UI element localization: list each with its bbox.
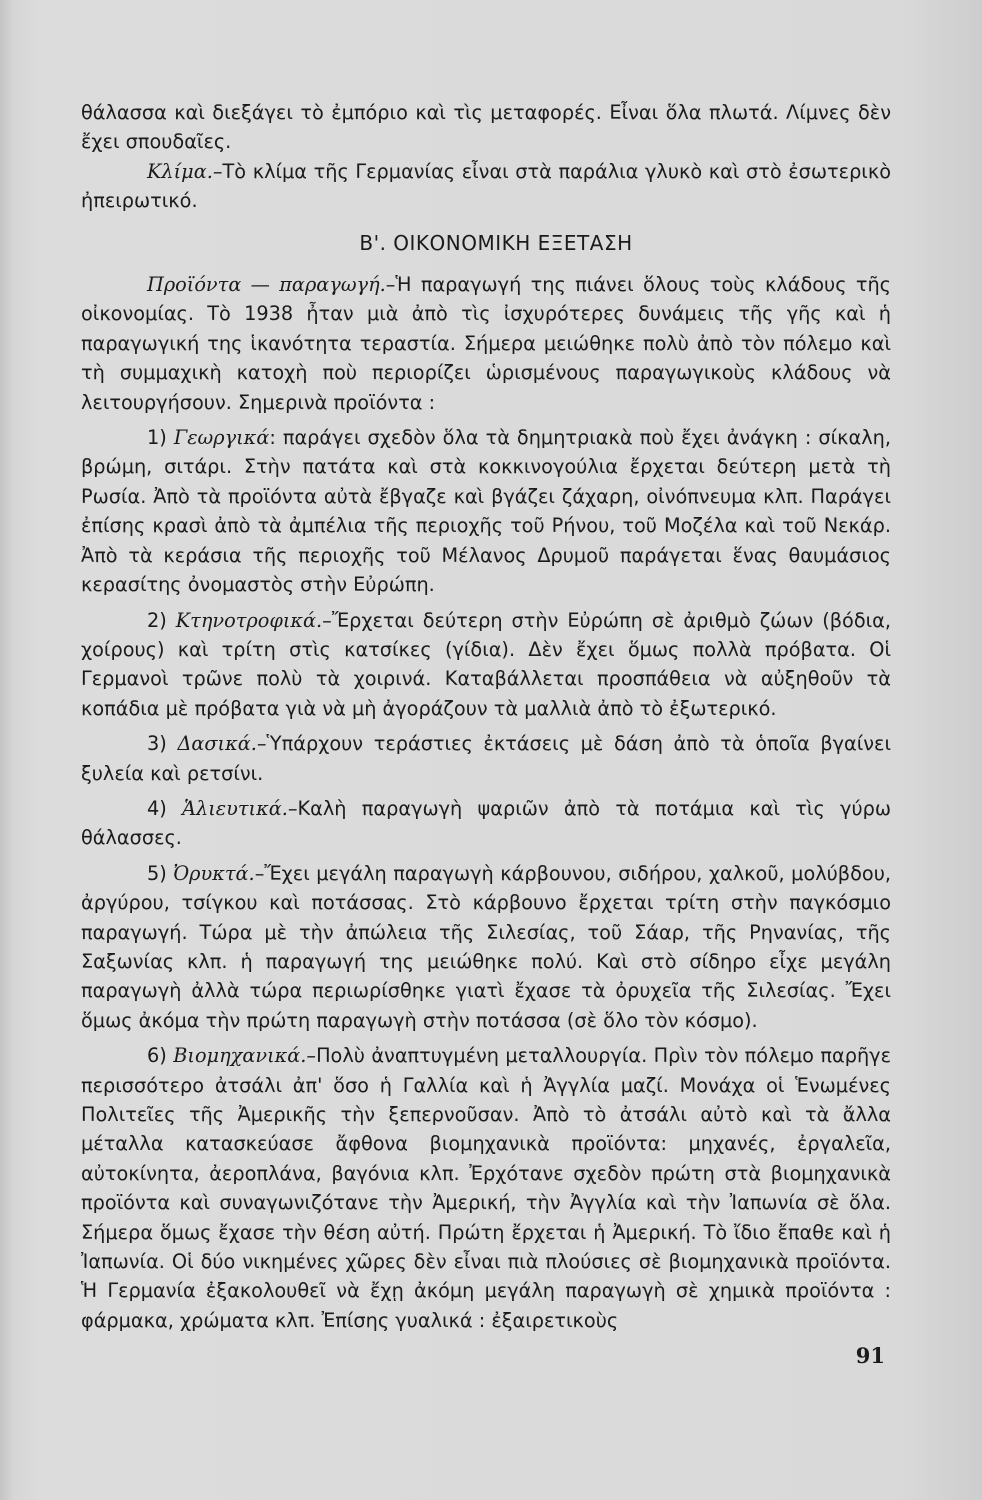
item-forestry bbox=[81, 729, 891, 788]
agriculture-text: : παράγει σχεδὸν ὅλα τὰ δημητριακὰ ποὺ ἔχει ἀνάγκη : σίκαλη, βρώμη, σιτάρι. Στὴν πατάτα καὶ στὰ κοκκινογούλια ἔρχεται δεύτερη μετὰ τὴ Ρωσία. Ἀπὸ τὰ προϊόντα αὐτὰ ἔβγαζε καὶ βγάζει ζάχαρη, οἰνόπνευμα κλπ. Παράγει ἐπίσης κρασὶ ἀπὸ τὰ ἀμπέλια τῆς περιοχῆς τοῦ Ρήνου, τοῦ Μοζέλα καὶ τοῦ Νεκάρ. Ἀπὸ τὰ κεράσια τῆς περιοχῆς τοῦ Μέλανος Δρυμοῦ παράγεται ἕνας θαυμάσιος κερασίτης ὀνομαστὸς στὴν Εὐρώπη. bbox=[81, 426, 891, 597]
item-number: 2) bbox=[147, 608, 167, 632]
climate-text: –Τὸ κλίμα τῆς Γερμανίας εἶναι στὰ παράλια γλυκὸ καὶ στὸ ἐσωτερικὸ ἠπειρωτικό. bbox=[81, 159, 891, 213]
item-fishing bbox=[81, 794, 891, 853]
climate-label: Κλίμα. bbox=[147, 159, 213, 183]
item-livestock bbox=[81, 606, 891, 724]
paragraph-climate bbox=[81, 157, 891, 216]
item-minerals bbox=[81, 859, 891, 1035]
products-text: –Ἡ παραγωγή της πιάνει ὅλους τοὺς κλάδους τῆς οἰκονομίας. Τὸ 1938 ἦταν μιὰ ἀπὸ τὶς ἰσχυρότερες δυνάμεις τῆς γῆς καὶ ἡ παραγωγική της ἱκανότητα τεραστία. Σήμερα μειώθηκε πολὺ ἀπὸ τὸν πόλεμο καὶ τὴ συμμαχικὴ κατοχὴ ποὺ περιορίζει ὡρισμένους παραγωγικοὺς κλάδους νὰ λειτουργήσουν. Σημερινὰ προϊόντα : bbox=[81, 273, 891, 414]
item-number: 5) bbox=[147, 861, 167, 885]
livestock-text: –Ἔρχεται δεύτερη στὴν Εὐρώπη σὲ ἀριθμὸ ζώων (βόδια, χοίρους) καὶ τρίτη στὶς κατσίκες (γίδια). Δὲν ἔχει ὅμως πολλὰ πρόβατα. Οἱ Γερμανοὶ τρῶνε πολὺ τὰ χοιρινά. Καταβάλλεται προσπάθεια νὰ αὐξηθοῦν τὰ κοπάδια μὲ πρόβατα γιὰ νὰ μὴ ἀγοράζουν τὰ μαλλιὰ ἀπὸ τὸ ἐξωτερικό. bbox=[81, 608, 891, 720]
fishing-text: –Καλὴ παραγωγὴ ψαριῶν ἀπὸ τὰ ποτάμια καὶ τὶς γύρω θάλασσες. bbox=[81, 796, 891, 850]
item-number: 4) bbox=[147, 796, 167, 820]
body-text bbox=[81, 98, 891, 1335]
item-number: 6) bbox=[147, 1044, 167, 1068]
paragraph-products bbox=[81, 270, 891, 417]
minerals-label: Ὀρυκτά. bbox=[173, 861, 255, 885]
item-number: 3) bbox=[147, 732, 167, 756]
paragraph-sea: θάλασσα καὶ διεξάγει τὸ ἐμπόριο καὶ τὶς μεταφορές. Εἶναι ὅλα πλωτά. Λίμνες δὲν ἔχει σπουδαῖες. bbox=[81, 101, 891, 154]
products-label: Προϊόντα — παραγωγή. bbox=[147, 273, 386, 297]
minerals-text: –Ἔχει μεγάλη παραγωγὴ κάρβουνου, σιδήρου, χαλκοῦ, μολύβδου, ἀργύρου, τσίγκου καὶ ποτάσσας. Στὸ κάρβουνο ἔρχεται τρίτη στὴν παγκόσμιο παραγωγή. Τώρα μὲ τὴν ἀπώλεια τῆς Σιλεσίας, τοῦ Σάαρ, τῆς Ρηνανίας, τῆς Σαξωνίας κλπ. ἡ παραγωγή της μειώθηκε πολύ. Καὶ στὸ σίδηρο εἶχε μεγάλη παραγωγὴ ἀλλὰ τώρα περιωρίσθηκε γιατὶ ἔχασε τὰ ὀρυχεῖα τῆς Σιλεσίας. Ἔχει ὅμως ἀκόμα τὴν πρώτη παραγωγὴ στὴν ποτάσσα (σὲ ὅλο τὸν κόσμο). bbox=[81, 861, 891, 1032]
item-number: 1) bbox=[147, 426, 167, 450]
item-industry bbox=[81, 1041, 891, 1335]
page-number: 91 bbox=[855, 1343, 885, 1368]
forestry-text: –Ὑπάρχουν τεράστιες ἐκτάσεις μὲ δάση ἀπὸ τὰ ὁποῖα βγαίνει ξυλεία καὶ ρετσίνι. bbox=[81, 732, 891, 785]
section-heading: Β'. ΟΙΚΟΝΟΜΙΚΗ ΕΞΕΤΑΣΗ bbox=[359, 230, 633, 255]
fishing-label: Ἁλιευτικά. bbox=[182, 796, 288, 820]
livestock-label: Κτηνοτροφικά. bbox=[175, 608, 323, 632]
item-agriculture bbox=[81, 423, 891, 599]
industry-text: –Πολὺ ἀναπτυγμένη μεταλλουργία. Πρὶν τὸν πόλεμο παρῆγε περισσότερο ἀτσάλι ἀπ' ὅσο ἡ Γαλλία καὶ ἡ Ἀγγλία μαζί. Μονάχα οἱ Ἑνωμένες Πολιτεῖες τῆς Ἀμερικῆς τὴν ξεπερνοῦσαν. Ἀπὸ τὸ ἀτσάλι αὐτὸ καὶ τὰ ἄλλα μέταλλα κατασκεύασε ἄφθονα βιομηχανικὰ προϊόντα: μηχανές, ἐργαλεῖα, αὐτοκίνητα, ἀεροπλάνα, βαγόνια κλπ. Ἐρχότανε σχεδὸν πρώτη στὰ βιομηχανικὰ προϊόντα καὶ συναγωνιζότανε τὴν Ἀμερική, τὴν Ἀγγλία καὶ τὴν Ἰαπωνία σὲ ὅλα. Σήμερα ὅμως ἔχασε τὴν θέση αὐτή. Πρώτη ἔρχεται ἡ Ἀμερική. Τὸ ἴδιο ἔπαθε καὶ ἡ Ἰαπωνία. Οἱ δύο νικημένες χῶρες δὲν εἶναι πιὰ πλούσιες σὲ βιομηχανικὰ προϊόντα. Ἡ Γερμανία ἐξακολουθεῖ νὰ ἔχῃ ἀκόμη μεγάλη παραγωγὴ σὲ χημικὰ προϊόντα : φάρμακα, χρώματα κλπ. Ἐπίσης γυαλικά : ἐξαιρετικοὺς bbox=[81, 1044, 891, 1332]
forestry-label: Δασικά. bbox=[177, 732, 257, 756]
industry-label: Βιομηχανικά. bbox=[173, 1044, 307, 1068]
agriculture-label: Γεωργικά bbox=[173, 426, 270, 450]
